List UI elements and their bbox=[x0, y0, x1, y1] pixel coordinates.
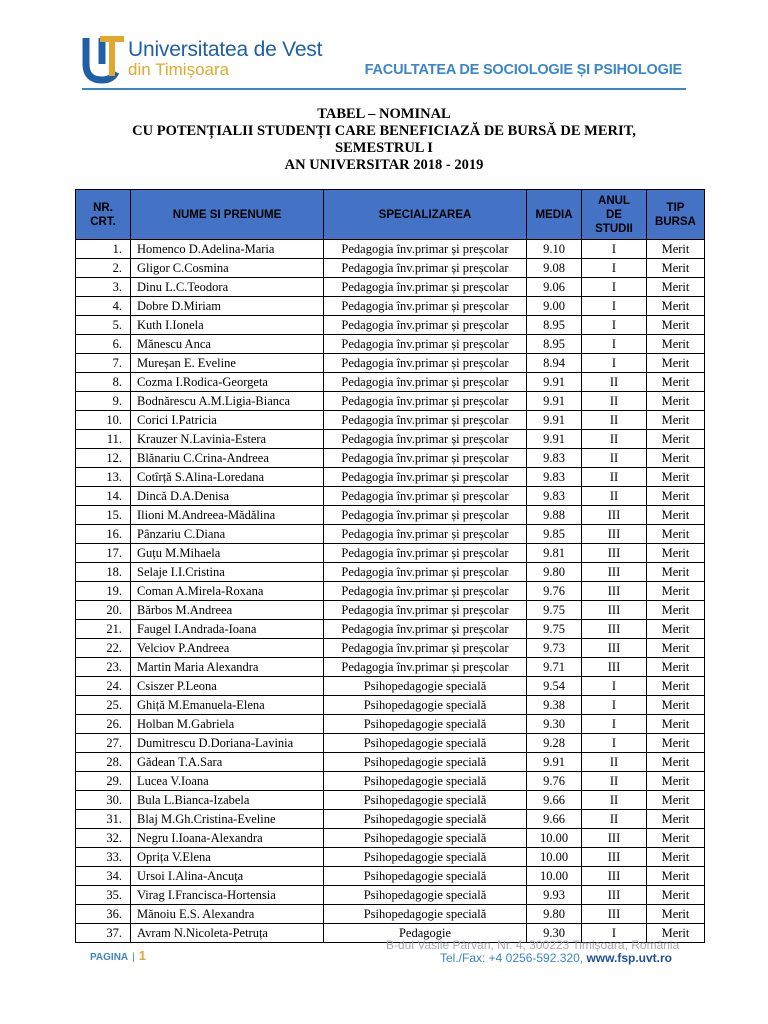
cell-nr: 20. bbox=[76, 601, 131, 620]
cell-nr: 10. bbox=[76, 411, 131, 430]
cell-nr: 31. bbox=[76, 810, 131, 829]
cell-scholarship-type: Merit bbox=[647, 430, 705, 449]
header-year: ANUL DE STUDII bbox=[582, 190, 647, 240]
cell-name: Bodnărescu A.M.Ligia-Bianca bbox=[131, 392, 324, 411]
table-row bbox=[76, 601, 705, 620]
cell-media: 9.88 bbox=[527, 506, 582, 525]
cell-name: Dinu L.C.Teodora bbox=[131, 278, 324, 297]
table-row bbox=[76, 354, 705, 373]
cell-media: 9.80 bbox=[527, 905, 582, 924]
cell-media: 9.91 bbox=[527, 753, 582, 772]
cell-specialization: Pedagogia înv.primar și preșcolar bbox=[324, 468, 527, 487]
cell-name: Bula L.Bianca-Izabela bbox=[131, 791, 324, 810]
cell-media: 9.93 bbox=[527, 886, 582, 905]
cell-year: III bbox=[582, 525, 647, 544]
cell-name: Csiszer P.Leona bbox=[131, 677, 324, 696]
cell-media: 9.28 bbox=[527, 734, 582, 753]
cell-year: III bbox=[582, 905, 647, 924]
cell-name: Krauzer N.Lavinia-Estera bbox=[131, 430, 324, 449]
scholarship-table bbox=[75, 189, 705, 943]
cell-nr: 23. bbox=[76, 658, 131, 677]
cell-media: 9.66 bbox=[527, 791, 582, 810]
header-scholarship-type: TIP BURSA bbox=[647, 190, 705, 240]
cell-media: 8.94 bbox=[527, 354, 582, 373]
cell-nr: 22. bbox=[76, 639, 131, 658]
table-row bbox=[76, 411, 705, 430]
cell-media: 8.95 bbox=[527, 335, 582, 354]
footer-contact bbox=[440, 951, 672, 965]
uvt-logo-icon bbox=[82, 34, 126, 84]
cell-specialization: Pedagogia înv.primar și preșcolar bbox=[324, 620, 527, 639]
cell-name: Holban M.Gabriela bbox=[131, 715, 324, 734]
table-row bbox=[76, 278, 705, 297]
table-header-row bbox=[76, 190, 705, 240]
cell-media: 10.00 bbox=[527, 848, 582, 867]
cell-media: 9.83 bbox=[527, 468, 582, 487]
cell-name: Homenco D.Adelina-Maria bbox=[131, 240, 324, 259]
cell-year: II bbox=[582, 373, 647, 392]
cell-name: Selaje I.I.Cristina bbox=[131, 563, 324, 582]
cell-scholarship-type: Merit bbox=[647, 487, 705, 506]
cell-year: I bbox=[582, 316, 647, 335]
table-row bbox=[76, 259, 705, 278]
cell-nr: 28. bbox=[76, 753, 131, 772]
cell-media: 9.81 bbox=[527, 544, 582, 563]
table-row bbox=[76, 886, 705, 905]
cell-specialization: Pedagogia înv.primar și preșcolar bbox=[324, 278, 527, 297]
cell-name: Ursoi I.Alina-Ancuța bbox=[131, 867, 324, 886]
cell-nr: 36. bbox=[76, 905, 131, 924]
table-row bbox=[76, 829, 705, 848]
cell-name: Mănoiu E.S. Alexandra bbox=[131, 905, 324, 924]
cell-media: 9.54 bbox=[527, 677, 582, 696]
table-row bbox=[76, 373, 705, 392]
cell-scholarship-type: Merit bbox=[647, 620, 705, 639]
cell-scholarship-type: Merit bbox=[647, 734, 705, 753]
cell-scholarship-type: Merit bbox=[647, 886, 705, 905]
cell-scholarship-type: Merit bbox=[647, 373, 705, 392]
cell-specialization: Pedagogia înv.primar și preșcolar bbox=[324, 658, 527, 677]
university-logo bbox=[82, 34, 322, 86]
header-media: MEDIA bbox=[527, 190, 582, 240]
cell-media: 9.30 bbox=[527, 924, 582, 943]
cell-name: Cozma I.Rodica-Georgeta bbox=[131, 373, 324, 392]
cell-media: 9.91 bbox=[527, 411, 582, 430]
table-row bbox=[76, 867, 705, 886]
footer-phone: Tel./Fax: +4 0256-592.320, bbox=[439, 951, 584, 965]
cell-scholarship-type: Merit bbox=[647, 297, 705, 316]
title-line-1: TABEL – NOMINAL bbox=[317, 106, 451, 122]
cell-media: 9.30 bbox=[527, 715, 582, 734]
cell-nr: 4. bbox=[76, 297, 131, 316]
cell-specialization: Pedagogia înv.primar și preșcolar bbox=[324, 335, 527, 354]
cell-media: 9.10 bbox=[527, 240, 582, 259]
cell-name: Dincă D.A.Denisa bbox=[131, 487, 324, 506]
cell-specialization: Pedagogia înv.primar și preșcolar bbox=[324, 449, 527, 468]
cell-name: Gădean T.A.Sara bbox=[131, 753, 324, 772]
table-row bbox=[76, 335, 705, 354]
cell-scholarship-type: Merit bbox=[647, 715, 705, 734]
cell-specialization: Pedagogia înv.primar și preșcolar bbox=[324, 506, 527, 525]
cell-name: Bărbos M.Andreea bbox=[131, 601, 324, 620]
cell-nr: 1. bbox=[76, 240, 131, 259]
cell-scholarship-type: Merit bbox=[647, 563, 705, 582]
table-row bbox=[76, 658, 705, 677]
cell-specialization: Pedagogia înv.primar și preșcolar bbox=[324, 259, 527, 278]
cell-scholarship-type: Merit bbox=[647, 639, 705, 658]
cell-nr: 27. bbox=[76, 734, 131, 753]
cell-specialization: Psihopedagogie specială bbox=[324, 791, 527, 810]
title-line-2: CU POTENȚIALII STUDENȚI CARE BENEFICIAZĂ DE BURSĂ DE MERIT, bbox=[132, 123, 636, 139]
table-row bbox=[76, 525, 705, 544]
cell-nr: 9. bbox=[76, 392, 131, 411]
cell-specialization: Psihopedagogie specială bbox=[324, 696, 527, 715]
header-divider bbox=[82, 88, 686, 90]
table-row bbox=[76, 240, 705, 259]
cell-year: I bbox=[582, 696, 647, 715]
cell-name: Martin Maria Alexandra bbox=[131, 658, 324, 677]
cell-year: II bbox=[582, 449, 647, 468]
table-row bbox=[76, 734, 705, 753]
cell-scholarship-type: Merit bbox=[647, 696, 705, 715]
cell-name: Negru I.Ioana-Alexandra bbox=[131, 829, 324, 848]
table-row bbox=[76, 810, 705, 829]
table-row bbox=[76, 715, 705, 734]
header-nr-crt: NR. CRT. bbox=[76, 190, 131, 240]
cell-specialization: Pedagogia înv.primar și preșcolar bbox=[324, 316, 527, 335]
cell-year: I bbox=[582, 354, 647, 373]
cell-media: 9.75 bbox=[527, 620, 582, 639]
table-row bbox=[76, 677, 705, 696]
footer-website-link[interactable]: www.fsp.uvt.ro bbox=[586, 951, 672, 965]
cell-nr: 5. bbox=[76, 316, 131, 335]
cell-scholarship-type: Merit bbox=[647, 354, 705, 373]
cell-year: III bbox=[582, 658, 647, 677]
cell-name: Gligor C.Cosmina bbox=[131, 259, 324, 278]
cell-nr: 7. bbox=[76, 354, 131, 373]
table-row bbox=[76, 620, 705, 639]
cell-nr: 26. bbox=[76, 715, 131, 734]
cell-specialization: Pedagogia înv.primar și preșcolar bbox=[324, 487, 527, 506]
cell-media: 9.91 bbox=[527, 392, 582, 411]
cell-name: Oprița V.Elena bbox=[131, 848, 324, 867]
cell-media: 9.06 bbox=[527, 278, 582, 297]
cell-specialization: Psihopedagogie specială bbox=[324, 886, 527, 905]
cell-specialization: Psihopedagogie specială bbox=[324, 867, 527, 886]
cell-scholarship-type: Merit bbox=[647, 829, 705, 848]
cell-nr: 3. bbox=[76, 278, 131, 297]
cell-nr: 24. bbox=[76, 677, 131, 696]
cell-specialization: Psihopedagogie specială bbox=[324, 905, 527, 924]
cell-media: 9.76 bbox=[527, 582, 582, 601]
table-row bbox=[76, 772, 705, 791]
cell-specialization: Pedagogia înv.primar și preșcolar bbox=[324, 373, 527, 392]
table-row bbox=[76, 544, 705, 563]
table-row bbox=[76, 753, 705, 772]
university-name: Universitatea de Vest bbox=[128, 38, 323, 61]
table-row bbox=[76, 506, 705, 525]
cell-nr: 30. bbox=[76, 791, 131, 810]
table-row bbox=[76, 582, 705, 601]
cell-name: Dumitrescu D.Doriana-Lavinia bbox=[131, 734, 324, 753]
cell-scholarship-type: Merit bbox=[647, 316, 705, 335]
cell-nr: 13. bbox=[76, 468, 131, 487]
cell-specialization: Pedagogia înv.primar și preșcolar bbox=[324, 354, 527, 373]
cell-nr: 32. bbox=[76, 829, 131, 848]
cell-media: 9.91 bbox=[527, 373, 582, 392]
cell-media: 9.80 bbox=[527, 563, 582, 582]
cell-scholarship-type: Merit bbox=[647, 772, 705, 791]
table-row bbox=[76, 696, 705, 715]
cell-specialization: Pedagogia înv.primar și preșcolar bbox=[324, 544, 527, 563]
table-row bbox=[76, 392, 705, 411]
cell-year: III bbox=[582, 544, 647, 563]
cell-year: III bbox=[582, 620, 647, 639]
cell-nr: 8. bbox=[76, 373, 131, 392]
cell-nr: 15. bbox=[76, 506, 131, 525]
cell-name: Virag I.Francisca-Hortensia bbox=[131, 886, 324, 905]
cell-scholarship-type: Merit bbox=[647, 468, 705, 487]
cell-year: II bbox=[582, 392, 647, 411]
cell-name: Corici I.Patricia bbox=[131, 411, 324, 430]
cell-nr: 29. bbox=[76, 772, 131, 791]
cell-media: 9.66 bbox=[527, 810, 582, 829]
cell-scholarship-type: Merit bbox=[647, 278, 705, 297]
table-row bbox=[76, 639, 705, 658]
cell-year: I bbox=[582, 259, 647, 278]
cell-nr: 6. bbox=[76, 335, 131, 354]
cell-scholarship-type: Merit bbox=[647, 867, 705, 886]
cell-year: I bbox=[582, 297, 647, 316]
cell-media: 9.76 bbox=[527, 772, 582, 791]
page-indicator bbox=[90, 948, 146, 963]
cell-media: 9.83 bbox=[527, 449, 582, 468]
cell-year: III bbox=[582, 582, 647, 601]
cell-scholarship-type: Merit bbox=[647, 335, 705, 354]
cell-year: II bbox=[582, 791, 647, 810]
cell-scholarship-type: Merit bbox=[647, 791, 705, 810]
cell-specialization: Pedagogia înv.primar și preșcolar bbox=[324, 601, 527, 620]
cell-scholarship-type: Merit bbox=[647, 544, 705, 563]
footer-address: B-dul Vasile Pârvan, Nr. 4, 300223 Timișoara, România bbox=[386, 938, 680, 952]
cell-media: 10.00 bbox=[527, 867, 582, 886]
cell-specialization: Pedagogia înv.primar și preșcolar bbox=[324, 563, 527, 582]
cell-specialization: Pedagogia înv.primar și preșcolar bbox=[324, 430, 527, 449]
cell-year: I bbox=[582, 677, 647, 696]
cell-media: 10.00 bbox=[527, 829, 582, 848]
cell-nr: 2. bbox=[76, 259, 131, 278]
cell-name: Blănariu C.Crina-Andreea bbox=[131, 449, 324, 468]
cell-specialization: Pedagogie bbox=[324, 924, 527, 943]
cell-year: II bbox=[582, 411, 647, 430]
cell-media: 9.85 bbox=[527, 525, 582, 544]
cell-name: Avram N.Nicoleta-Petruța bbox=[131, 924, 324, 943]
cell-media: 9.00 bbox=[527, 297, 582, 316]
cell-name: Guțu M.Mihaela bbox=[131, 544, 324, 563]
cell-year: II bbox=[582, 430, 647, 449]
cell-media: 8.95 bbox=[527, 316, 582, 335]
cell-specialization: Psihopedagogie specială bbox=[324, 677, 527, 696]
cell-nr: 37. bbox=[76, 924, 131, 943]
cell-specialization: Psihopedagogie specială bbox=[324, 810, 527, 829]
cell-name: Dobre D.Miriam bbox=[131, 297, 324, 316]
cell-year: II bbox=[582, 468, 647, 487]
cell-scholarship-type: Merit bbox=[647, 259, 705, 278]
faculty-name: FACULTATEA DE SOCIOLOGIE ȘI PSIHOLOGIE bbox=[364, 62, 682, 78]
table-row bbox=[76, 468, 705, 487]
cell-year: I bbox=[582, 924, 647, 943]
cell-specialization: Psihopedagogie specială bbox=[324, 829, 527, 848]
title-line-3: SEMESTRUL I bbox=[335, 140, 433, 156]
cell-name: Blaj M.Gh.Cristina-Eveline bbox=[131, 810, 324, 829]
table-row bbox=[76, 905, 705, 924]
cell-nr: 33. bbox=[76, 848, 131, 867]
cell-name: Ilioni M.Andreea-Mădălina bbox=[131, 506, 324, 525]
cell-year: I bbox=[582, 734, 647, 753]
cell-specialization: Pedagogia înv.primar și preșcolar bbox=[324, 639, 527, 658]
cell-year: III bbox=[582, 867, 647, 886]
cell-scholarship-type: Merit bbox=[647, 658, 705, 677]
cell-scholarship-type: Merit bbox=[647, 449, 705, 468]
cell-nr: 19. bbox=[76, 582, 131, 601]
cell-nr: 35. bbox=[76, 886, 131, 905]
cell-year: II bbox=[582, 487, 647, 506]
cell-nr: 18. bbox=[76, 563, 131, 582]
cell-nr: 17. bbox=[76, 544, 131, 563]
cell-scholarship-type: Merit bbox=[647, 924, 705, 943]
cell-name: Mănescu Anca bbox=[131, 335, 324, 354]
cell-year: III bbox=[582, 886, 647, 905]
cell-scholarship-type: Merit bbox=[647, 810, 705, 829]
cell-specialization: Psihopedagogie specială bbox=[324, 753, 527, 772]
cell-year: III bbox=[582, 639, 647, 658]
cell-media: 9.71 bbox=[527, 658, 582, 677]
cell-name: Cotîrță S.Alina-Loredana bbox=[131, 468, 324, 487]
cell-nr: 14. bbox=[76, 487, 131, 506]
cell-year: III bbox=[582, 601, 647, 620]
cell-specialization: Psihopedagogie specială bbox=[324, 772, 527, 791]
cell-media: 9.83 bbox=[527, 487, 582, 506]
title-line-4: AN UNIVERSITAR 2018 - 2019 bbox=[284, 157, 484, 173]
cell-year: III bbox=[582, 506, 647, 525]
page-separator: | bbox=[132, 952, 135, 963]
cell-year: III bbox=[582, 829, 647, 848]
cell-name: Faugel I.Andrada-Ioana bbox=[131, 620, 324, 639]
cell-name: Pânzariu C.Diana bbox=[131, 525, 324, 544]
cell-scholarship-type: Merit bbox=[647, 677, 705, 696]
cell-nr: 25. bbox=[76, 696, 131, 715]
table-row bbox=[76, 848, 705, 867]
cell-scholarship-type: Merit bbox=[647, 525, 705, 544]
cell-scholarship-type: Merit bbox=[647, 506, 705, 525]
table-row bbox=[76, 563, 705, 582]
cell-media: 9.73 bbox=[527, 639, 582, 658]
cell-name: Coman A.Mirela-Roxana bbox=[131, 582, 324, 601]
cell-year: III bbox=[582, 563, 647, 582]
cell-specialization: Pedagogia înv.primar și preșcolar bbox=[324, 297, 527, 316]
cell-year: I bbox=[582, 240, 647, 259]
cell-specialization: Psihopedagogie specială bbox=[324, 848, 527, 867]
document-title bbox=[0, 106, 768, 174]
cell-scholarship-type: Merit bbox=[647, 905, 705, 924]
cell-name: Kuth I.Ionela bbox=[131, 316, 324, 335]
cell-year: II bbox=[582, 772, 647, 791]
cell-media: 9.38 bbox=[527, 696, 582, 715]
cell-name: Ghiță M.Emanuela-Elena bbox=[131, 696, 324, 715]
cell-year: II bbox=[582, 810, 647, 829]
cell-specialization: Psihopedagogie specială bbox=[324, 715, 527, 734]
cell-specialization: Pedagogia înv.primar și preșcolar bbox=[324, 392, 527, 411]
cell-scholarship-type: Merit bbox=[647, 601, 705, 620]
cell-nr: 21. bbox=[76, 620, 131, 639]
cell-scholarship-type: Merit bbox=[647, 411, 705, 430]
cell-year: I bbox=[582, 715, 647, 734]
cell-name: Mureșan E. Eveline bbox=[131, 354, 324, 373]
cell-specialization: Pedagogia înv.primar și preșcolar bbox=[324, 582, 527, 601]
cell-year: III bbox=[582, 848, 647, 867]
cell-name: Velciov P.Andreea bbox=[131, 639, 324, 658]
cell-nr: 16. bbox=[76, 525, 131, 544]
cell-scholarship-type: Merit bbox=[647, 392, 705, 411]
table-row bbox=[76, 449, 705, 468]
table-row bbox=[76, 316, 705, 335]
cell-scholarship-type: Merit bbox=[647, 753, 705, 772]
cell-name: Lucea V.Ioana bbox=[131, 772, 324, 791]
table-row bbox=[76, 297, 705, 316]
cell-year: I bbox=[582, 278, 647, 297]
cell-year: I bbox=[582, 335, 647, 354]
cell-specialization: Pedagogia înv.primar și preșcolar bbox=[324, 525, 527, 544]
cell-specialization: Pedagogia înv.primar și preșcolar bbox=[324, 240, 527, 259]
university-city: din Timișoara bbox=[128, 60, 230, 79]
table-row bbox=[76, 791, 705, 810]
cell-media: 9.75 bbox=[527, 601, 582, 620]
cell-scholarship-type: Merit bbox=[647, 848, 705, 867]
cell-nr: 12. bbox=[76, 449, 131, 468]
cell-nr: 34. bbox=[76, 867, 131, 886]
cell-scholarship-type: Merit bbox=[647, 582, 705, 601]
cell-scholarship-type: Merit bbox=[647, 240, 705, 259]
cell-specialization: Psihopedagogie specială bbox=[324, 734, 527, 753]
cell-nr: 11. bbox=[76, 430, 131, 449]
table-body bbox=[76, 240, 705, 943]
table-row bbox=[76, 430, 705, 449]
page-number: 1 bbox=[138, 948, 146, 963]
cell-year: II bbox=[582, 753, 647, 772]
header-name: NUME SI PRENUME bbox=[131, 190, 324, 240]
cell-media: 9.08 bbox=[527, 259, 582, 278]
page-label: PAGINA bbox=[90, 952, 129, 963]
table-row bbox=[76, 487, 705, 506]
cell-specialization: Pedagogia înv.primar și preșcolar bbox=[324, 411, 527, 430]
header-specialization: SPECIALIZAREA bbox=[324, 190, 527, 240]
cell-media: 9.91 bbox=[527, 430, 582, 449]
